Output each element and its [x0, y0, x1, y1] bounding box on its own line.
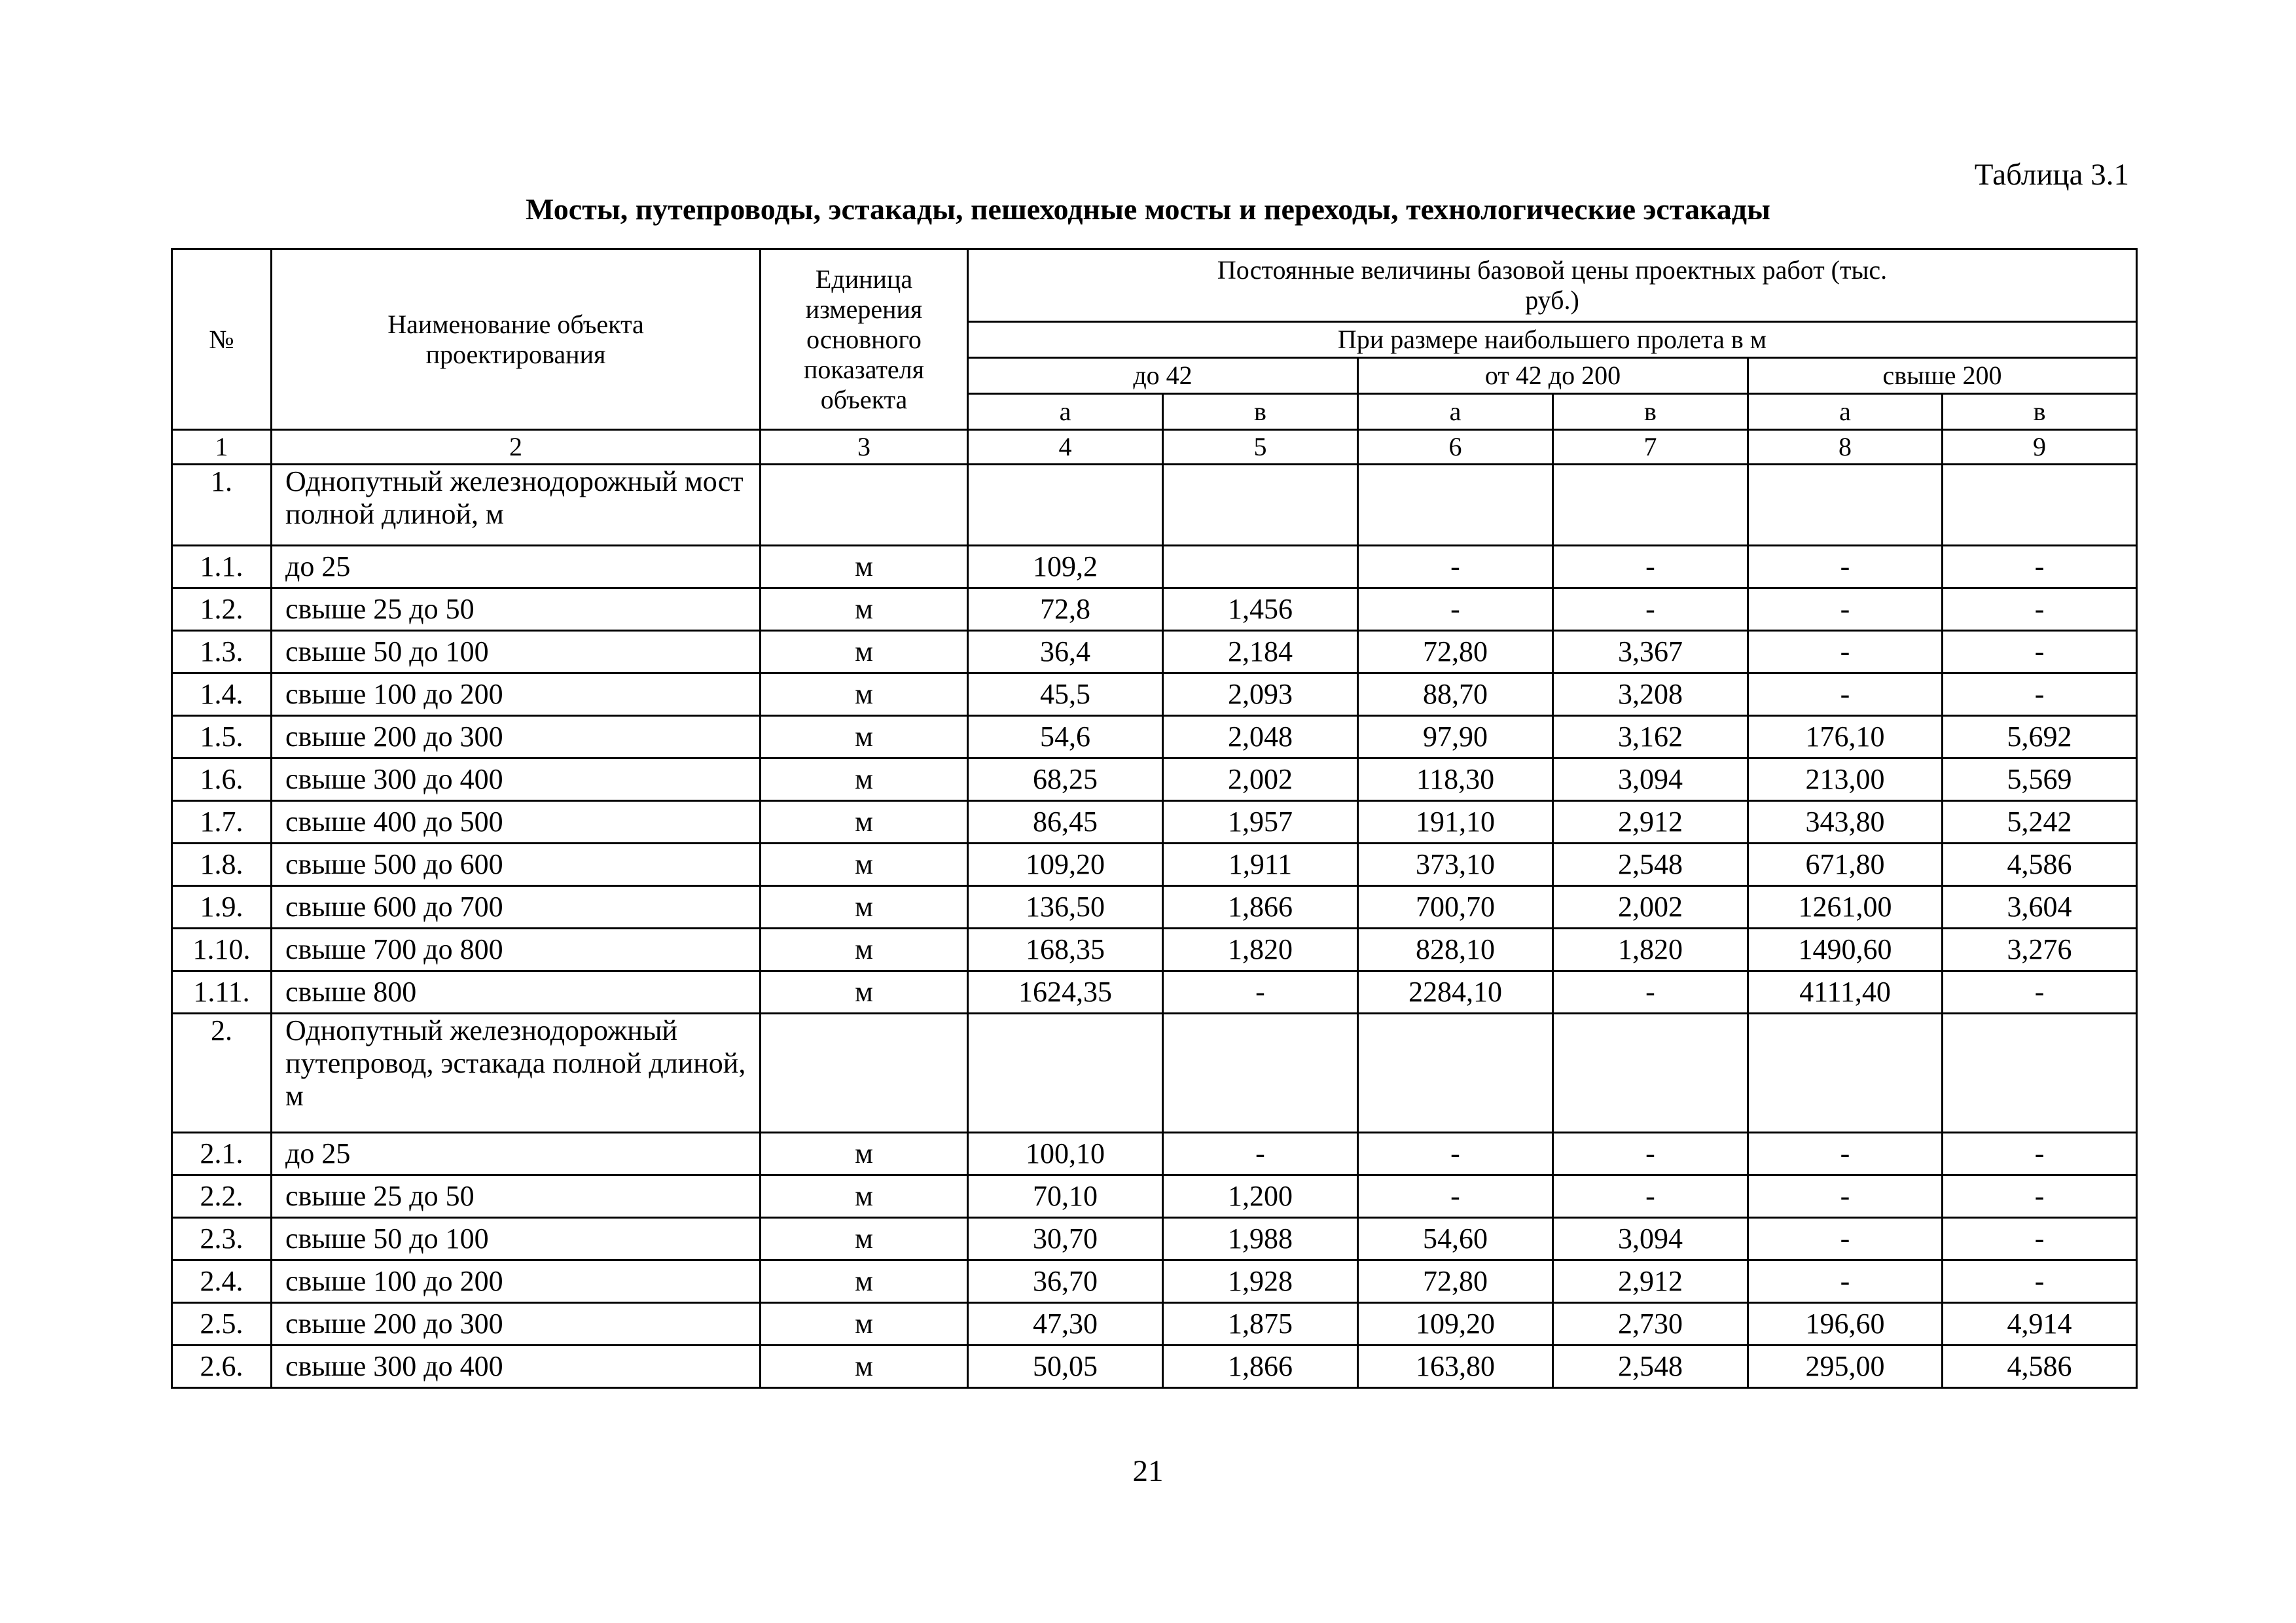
- row-value: -: [1553, 546, 1748, 588]
- row-name: до 25: [272, 1133, 761, 1175]
- row-number: 1.5.: [172, 716, 272, 758]
- row-value: -: [1358, 1175, 1553, 1218]
- row-value: -: [1943, 1218, 2137, 1260]
- row-value: 5,692: [1943, 716, 2137, 758]
- table-row: [172, 758, 2137, 801]
- header-constants: Постоянные величины базовой цены проектных работ (тыс. руб.): [968, 249, 2137, 322]
- row-value: -: [1358, 1133, 1553, 1175]
- row-value: 72,80: [1358, 1260, 1553, 1303]
- row-value: 30,70: [968, 1218, 1163, 1260]
- row-unit: [761, 1014, 968, 1133]
- row-value: 3,276: [1943, 929, 2137, 971]
- row-value: -: [1748, 588, 1943, 631]
- price-table: [171, 248, 2138, 1389]
- row-value: 196,60: [1748, 1303, 1943, 1346]
- table-header: [172, 249, 2137, 430]
- row-unit: м: [761, 844, 968, 886]
- row-value: 86,45: [968, 801, 1163, 844]
- row-name: свыше 100 до 200: [272, 1260, 761, 1303]
- row-value: 4,586: [1943, 844, 2137, 886]
- row-number: 2.2.: [172, 1175, 272, 1218]
- row-value: -: [1553, 1133, 1748, 1175]
- row-number: 2.1.: [172, 1133, 272, 1175]
- row-value: 1,928: [1163, 1260, 1358, 1303]
- row-unit: м: [761, 1260, 968, 1303]
- column-number: 5: [1163, 430, 1358, 465]
- row-name: свыше 300 до 400: [272, 758, 761, 801]
- table-row: [172, 673, 2137, 716]
- row-value: -: [1943, 971, 2137, 1014]
- row-value: 1,957: [1163, 801, 1358, 844]
- row-value: [1943, 1014, 2137, 1133]
- row-value: 109,2: [968, 546, 1163, 588]
- row-value: 671,80: [1748, 844, 1943, 886]
- row-value: [1748, 465, 1943, 546]
- column-number: 9: [1943, 430, 2137, 465]
- row-value: 1,820: [1163, 929, 1358, 971]
- table-row: [172, 1133, 2137, 1175]
- row-value: 373,10: [1358, 844, 1553, 886]
- row-value: 4,914: [1943, 1303, 2137, 1346]
- row-number: 2.4.: [172, 1260, 272, 1303]
- row-name: свыше 50 до 100: [272, 1218, 761, 1260]
- column-number: 3: [761, 430, 968, 465]
- row-value: 5,242: [1943, 801, 2137, 844]
- row-value: [1163, 546, 1358, 588]
- row-value: [1163, 1014, 1358, 1133]
- row-value: -: [1748, 1175, 1943, 1218]
- row-unit: м: [761, 971, 968, 1014]
- table-row: [172, 631, 2137, 673]
- table-row: [172, 971, 2137, 1014]
- row-name: до 25: [272, 546, 761, 588]
- table-row: [172, 1218, 2137, 1260]
- row-value: -: [1943, 1175, 2137, 1218]
- table-row: [172, 1303, 2137, 1346]
- row-value: -: [1943, 1133, 2137, 1175]
- row-value: -: [1358, 588, 1553, 631]
- row-value: 1,866: [1163, 1346, 1358, 1388]
- row-value: 191,10: [1358, 801, 1553, 844]
- row-value: -: [1943, 1260, 2137, 1303]
- row-unit: [761, 465, 968, 546]
- row-unit: м: [761, 1346, 968, 1388]
- table-row: [172, 588, 2137, 631]
- row-value: 1,200: [1163, 1175, 1358, 1218]
- row-value: 100,10: [968, 1133, 1163, 1175]
- header-span: При размере наибольшего пролета в м: [968, 322, 2137, 358]
- row-value: 1,866: [1163, 886, 1358, 929]
- row-value: -: [1553, 971, 1748, 1014]
- column-number: 7: [1553, 430, 1748, 465]
- row-value: [1553, 1014, 1748, 1133]
- column-number: 6: [1358, 430, 1553, 465]
- row-name: свыше 25 до 50: [272, 588, 761, 631]
- table-row: [172, 886, 2137, 929]
- row-value: -: [1163, 1133, 1358, 1175]
- row-value: -: [1163, 971, 1358, 1014]
- row-unit: м: [761, 546, 968, 588]
- row-name: свыше 25 до 50: [272, 1175, 761, 1218]
- row-value: 68,25: [968, 758, 1163, 801]
- row-value: [968, 465, 1163, 546]
- row-value: 828,10: [1358, 929, 1553, 971]
- column-number: 8: [1748, 430, 1943, 465]
- row-value: 2284,10: [1358, 971, 1553, 1014]
- row-number: 1.2.: [172, 588, 272, 631]
- row-value: 1261,00: [1748, 886, 1943, 929]
- header-num: №: [172, 249, 272, 430]
- row-value: 50,05: [968, 1346, 1163, 1388]
- row-value: 176,10: [1748, 716, 1943, 758]
- row-value: 3,367: [1553, 631, 1748, 673]
- row-unit: м: [761, 588, 968, 631]
- column-number: 4: [968, 430, 1163, 465]
- row-value: [1358, 465, 1553, 546]
- row-value: 2,002: [1553, 886, 1748, 929]
- row-value: 295,00: [1748, 1346, 1943, 1388]
- header-sub-a: а: [1748, 394, 1943, 430]
- row-value: 1,988: [1163, 1218, 1358, 1260]
- table-label: Таблица 3.1: [1974, 158, 2129, 192]
- row-number: 1.7.: [172, 801, 272, 844]
- row-value: 3,094: [1553, 1218, 1748, 1260]
- table-body: [172, 430, 2137, 1388]
- row-number: 1.1.: [172, 546, 272, 588]
- row-unit: м: [761, 631, 968, 673]
- row-value: 72,8: [968, 588, 1163, 631]
- row-value: 36,4: [968, 631, 1163, 673]
- row-value: 5,569: [1943, 758, 2137, 801]
- row-value: 47,30: [968, 1303, 1163, 1346]
- header-sub-v: в: [1553, 394, 1748, 430]
- table-row: [172, 1346, 2137, 1388]
- row-number: 2.: [172, 1014, 272, 1133]
- row-value: 54,60: [1358, 1218, 1553, 1260]
- row-value: 3,208: [1553, 673, 1748, 716]
- row-number: 2.3.: [172, 1218, 272, 1260]
- row-value: 2,730: [1553, 1303, 1748, 1346]
- header-sub-v: в: [1943, 394, 2137, 430]
- row-value: 3,162: [1553, 716, 1748, 758]
- row-value: -: [1748, 546, 1943, 588]
- row-unit: м: [761, 801, 968, 844]
- row-value: 2,912: [1553, 1260, 1748, 1303]
- table-row: [172, 929, 2137, 971]
- row-name: свыше 400 до 500: [272, 801, 761, 844]
- column-number: 1: [172, 430, 272, 465]
- table-row: [172, 1175, 2137, 1218]
- row-value: -: [1943, 631, 2137, 673]
- row-value: 3,604: [1943, 886, 2137, 929]
- table-row: [172, 465, 2137, 546]
- row-value: 45,5: [968, 673, 1163, 716]
- row-value: 1490,60: [1748, 929, 1943, 971]
- row-value: 54,6: [968, 716, 1163, 758]
- row-name: свыше 300 до 400: [272, 1346, 761, 1388]
- row-value: -: [1748, 1260, 1943, 1303]
- row-value: [1943, 465, 2137, 546]
- header-span-group: до 42: [968, 358, 1358, 394]
- header-sub-v: в: [1163, 394, 1358, 430]
- row-name: Однопутный железнодорожный мост полной длиной, м: [272, 465, 761, 546]
- column-number: 2: [272, 430, 761, 465]
- row-value: 72,80: [1358, 631, 1553, 673]
- row-unit: м: [761, 1175, 968, 1218]
- row-value: -: [1358, 546, 1553, 588]
- row-value: 136,50: [968, 886, 1163, 929]
- row-unit: м: [761, 1133, 968, 1175]
- row-name: свыше 500 до 600: [272, 844, 761, 886]
- row-name: свыше 100 до 200: [272, 673, 761, 716]
- row-value: 97,90: [1358, 716, 1553, 758]
- header-unit: Единица измерения основного показателя объекта: [761, 249, 968, 430]
- row-value: -: [1748, 1218, 1943, 1260]
- header-name: Наименование объекта проектирования: [272, 249, 761, 430]
- row-value: 213,00: [1748, 758, 1943, 801]
- header-span-group: от 42 до 200: [1358, 358, 1748, 394]
- row-number: 1.: [172, 465, 272, 546]
- table-row: [172, 844, 2137, 886]
- row-value: 36,70: [968, 1260, 1163, 1303]
- row-number: 1.10.: [172, 929, 272, 971]
- row-value: 109,20: [1358, 1303, 1553, 1346]
- row-value: 1,456: [1163, 588, 1358, 631]
- row-value: 2,184: [1163, 631, 1358, 673]
- table-row: [172, 716, 2137, 758]
- header-sub-a: а: [1358, 394, 1553, 430]
- row-value: -: [1748, 673, 1943, 716]
- row-name: свыше 600 до 700: [272, 886, 761, 929]
- row-value: 109,20: [968, 844, 1163, 886]
- row-unit: м: [761, 758, 968, 801]
- row-unit: м: [761, 1218, 968, 1260]
- row-value: 1,820: [1553, 929, 1748, 971]
- table-row: [172, 1260, 2137, 1303]
- row-value: 2,548: [1553, 844, 1748, 886]
- row-unit: м: [761, 886, 968, 929]
- row-number: 1.3.: [172, 631, 272, 673]
- row-value: -: [1943, 673, 2137, 716]
- row-value: 70,10: [968, 1175, 1163, 1218]
- row-value: 1624,35: [968, 971, 1163, 1014]
- row-value: 2,093: [1163, 673, 1358, 716]
- row-number: 1.4.: [172, 673, 272, 716]
- row-value: 4,586: [1943, 1346, 2137, 1388]
- row-value: 88,70: [1358, 673, 1553, 716]
- row-value: [1553, 465, 1748, 546]
- row-unit: м: [761, 673, 968, 716]
- row-value: [1163, 465, 1358, 546]
- column-numbers-row: [172, 430, 2137, 465]
- row-name: свыше 800: [272, 971, 761, 1014]
- row-value: 2,002: [1163, 758, 1358, 801]
- row-value: -: [1748, 631, 1943, 673]
- row-value: [968, 1014, 1163, 1133]
- row-value: -: [1748, 1133, 1943, 1175]
- row-value: 118,30: [1358, 758, 1553, 801]
- table-row: [172, 801, 2137, 844]
- row-unit: м: [761, 716, 968, 758]
- row-value: 2,912: [1553, 801, 1748, 844]
- row-value: -: [1943, 546, 2137, 588]
- table-row: [172, 546, 2137, 588]
- row-number: 1.9.: [172, 886, 272, 929]
- row-unit: м: [761, 1303, 968, 1346]
- page-number: 21: [1132, 1454, 1164, 1488]
- header-span-group: свыше 200: [1748, 358, 2137, 394]
- row-value: 343,80: [1748, 801, 1943, 844]
- row-value: 3,094: [1553, 758, 1748, 801]
- row-value: 163,80: [1358, 1346, 1553, 1388]
- row-value: 168,35: [968, 929, 1163, 971]
- row-name: свыше 700 до 800: [272, 929, 761, 971]
- row-name: свыше 200 до 300: [272, 1303, 761, 1346]
- row-number: 1.11.: [172, 971, 272, 1014]
- document-title: Мосты, путепроводы, эстакады, пешеходные мосты и переходы, технологические эстакады: [526, 192, 1770, 226]
- header-sub-a: а: [968, 394, 1163, 430]
- table-row: [172, 1014, 2137, 1133]
- row-name: свыше 200 до 300: [272, 716, 761, 758]
- row-number: 1.8.: [172, 844, 272, 886]
- row-value: 2,048: [1163, 716, 1358, 758]
- row-value: 4111,40: [1748, 971, 1943, 1014]
- row-name: свыше 50 до 100: [272, 631, 761, 673]
- row-value: -: [1943, 588, 2137, 631]
- row-value: 1,911: [1163, 844, 1358, 886]
- row-value: -: [1553, 1175, 1748, 1218]
- row-number: 1.6.: [172, 758, 272, 801]
- row-value: [1358, 1014, 1553, 1133]
- row-number: 2.5.: [172, 1303, 272, 1346]
- row-value: [1748, 1014, 1943, 1133]
- row-value: 700,70: [1358, 886, 1553, 929]
- row-name: Однопутный железнодорожный путепровод, эстакада полной длиной, м: [272, 1014, 761, 1133]
- row-value: -: [1553, 588, 1748, 631]
- row-value: 1,875: [1163, 1303, 1358, 1346]
- row-unit: м: [761, 929, 968, 971]
- row-number: 2.6.: [172, 1346, 272, 1388]
- row-value: 2,548: [1553, 1346, 1748, 1388]
